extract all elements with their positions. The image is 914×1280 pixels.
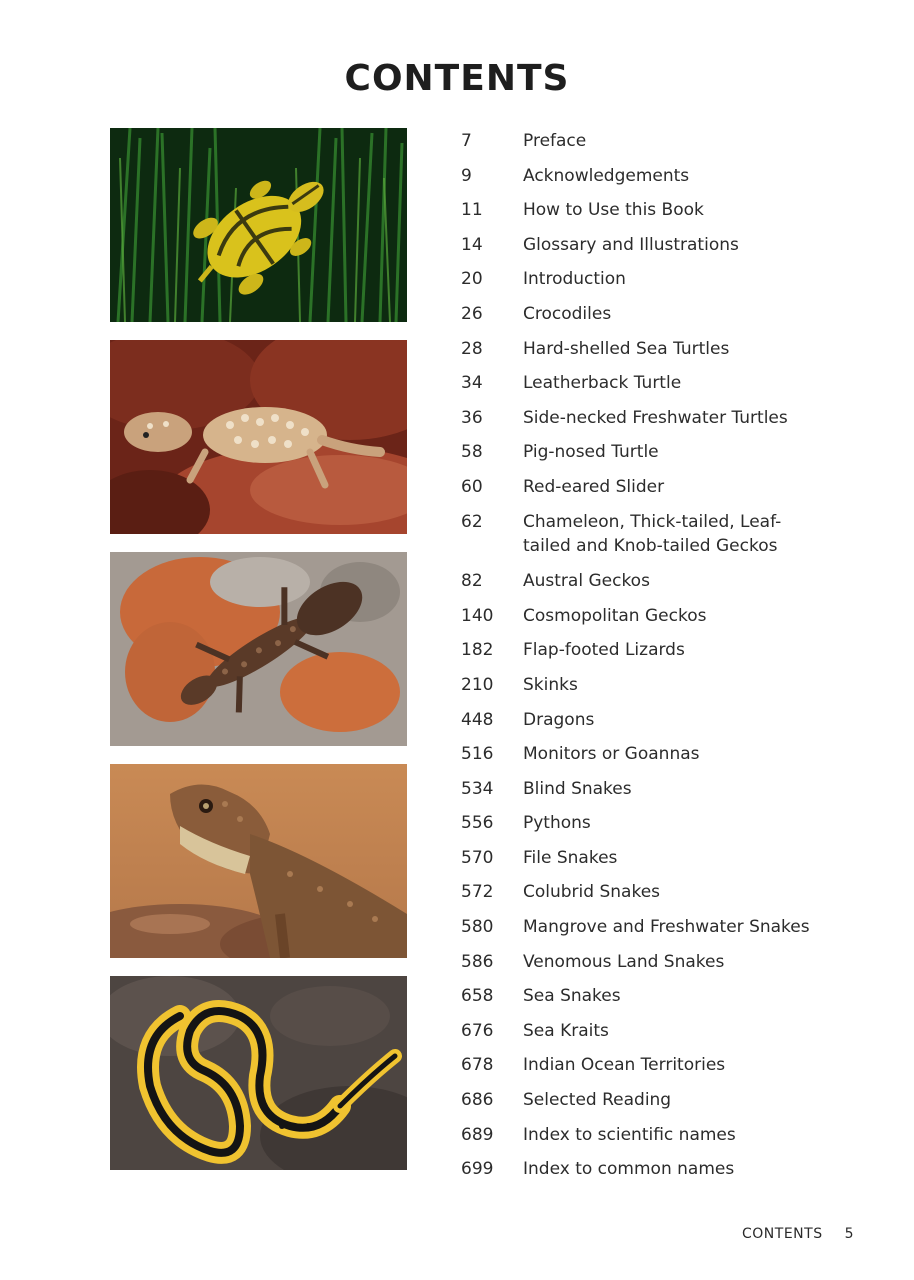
toc-page-number: 7 [461, 131, 472, 151]
toc-page-number: 686 [461, 1090, 494, 1111]
toc-title: Sea Kraits [523, 1020, 609, 1041]
dragon-lizard-photo [110, 764, 407, 958]
toc-page-number: 689 [461, 1124, 494, 1145]
toc-page-number: 36 [461, 407, 483, 428]
toc-title: Chameleon, Thick-tailed, Leaf- tailed and Knob-tailed Geckos [523, 511, 782, 556]
toc-entry [461, 741, 881, 776]
toc-entry [461, 914, 881, 949]
toc-page-number: 586 [461, 951, 494, 972]
toc-title: Red-eared Slider [523, 476, 665, 497]
toc-entry [461, 439, 881, 474]
toc-page-number: 20 [461, 269, 483, 290]
toc-page-number: 28 [461, 338, 483, 359]
toc-page-number: 9 [461, 165, 472, 186]
toc-entry [461, 370, 881, 405]
toc-entry [461, 983, 881, 1018]
page-number: 5 [844, 1226, 854, 1242]
page-title: CONTENTS [344, 58, 570, 99]
toc-page-number: 570 [461, 847, 494, 868]
toc-entry [461, 810, 881, 845]
toc-title: Pythons [523, 813, 591, 834]
toc-page-number: 516 [461, 744, 494, 765]
toc-entry [461, 232, 881, 267]
toc-page-number: 11 [461, 200, 483, 221]
toc-entry [461, 336, 881, 371]
toc-page-number: 580 [461, 917, 494, 938]
toc-entry [461, 637, 881, 672]
toc-entry [461, 266, 881, 301]
toc-entry [461, 845, 881, 880]
toc-title: How to Use this Book [523, 200, 704, 221]
running-footer [742, 1226, 854, 1242]
toc-title: Index to scientific names [523, 1124, 736, 1145]
toc-title: Glossary and Illustrations [523, 234, 739, 255]
toc-entry [461, 163, 881, 198]
toc-title: Colubrid Snakes [523, 882, 661, 903]
toc-title: Side-necked Freshwater Turtles [523, 407, 788, 428]
toc-page-number: 182 [461, 640, 494, 661]
toc-page-number: 140 [461, 605, 494, 626]
gecko-on-rock-photo [110, 340, 407, 534]
footer-section-label: CONTENTS [742, 1226, 823, 1242]
toc-entry [461, 1122, 881, 1157]
sea-snake-photo [110, 976, 407, 1170]
toc-entry [461, 509, 881, 569]
toc-entry [461, 672, 881, 707]
toc-page-number: 556 [461, 813, 494, 834]
toc-title: Mangrove and Freshwater Snakes [523, 917, 810, 938]
toc-entry [461, 603, 881, 638]
toc-title: Blind Snakes [523, 778, 632, 799]
toc-page-number: 58 [461, 442, 483, 463]
toc-entry [461, 474, 881, 509]
toc-page-number: 572 [461, 882, 494, 903]
toc-entry [461, 128, 881, 163]
toc-title: Venomous Land Snakes [523, 951, 725, 972]
toc-title: Crocodiles [523, 303, 612, 324]
toc-page-number: 26 [461, 303, 483, 324]
toc-title: Austral Geckos [523, 571, 650, 592]
toc-page-number: 658 [461, 986, 494, 1007]
toc-title: Sea Snakes [523, 986, 621, 1007]
toc-entry [461, 1018, 881, 1053]
toc-entry [461, 949, 881, 984]
toc-entry [461, 568, 881, 603]
toc-entry [461, 879, 881, 914]
toc-page-number: 699 [461, 1159, 494, 1180]
toc-page-number: 14 [461, 234, 483, 255]
toc-title: Cosmopolitan Geckos [523, 605, 707, 626]
toc-title: Hard-shelled Sea Turtles [523, 338, 730, 359]
toc-title: Introduction [523, 269, 626, 290]
toc-title: Preface [523, 131, 587, 151]
toc-page-number: 82 [461, 571, 483, 592]
toc-entry [461, 301, 881, 336]
toc-page-number: 60 [461, 476, 483, 497]
toc-entry [461, 707, 881, 742]
toc-page-number: 210 [461, 674, 494, 695]
toc-title: Pig-nosed Turtle [523, 442, 659, 463]
toc-title: Acknowledgements [523, 165, 690, 186]
toc-entry [461, 1052, 881, 1087]
contents-list [461, 128, 881, 1191]
toc-title: Monitors or Goannas [523, 744, 700, 765]
gecko-on-orange-rock-photo [110, 552, 407, 746]
toc-page-number: 62 [461, 511, 483, 532]
toc-page-number: 448 [461, 709, 494, 730]
turtle-photo [110, 128, 407, 322]
toc-page-number: 34 [461, 373, 483, 394]
toc-title: Flap-footed Lizards [523, 640, 685, 661]
toc-page-number: 676 [461, 1020, 494, 1041]
toc-entry [461, 1087, 881, 1122]
toc-page-number: 534 [461, 778, 494, 799]
toc-title: Indian Ocean Territories [523, 1055, 726, 1076]
toc-page-number: 678 [461, 1055, 494, 1076]
toc-entry [461, 197, 881, 232]
toc-title: Index to common names [523, 1159, 735, 1180]
toc-title: File Snakes [523, 847, 618, 868]
toc-title: Selected Reading [523, 1090, 672, 1111]
toc-entry [461, 405, 881, 440]
toc-entry [461, 776, 881, 811]
toc-title: Leatherback Turtle [523, 373, 682, 394]
toc-entry [461, 1156, 881, 1191]
toc-title: Dragons [523, 709, 595, 730]
toc-title: Skinks [523, 674, 578, 695]
